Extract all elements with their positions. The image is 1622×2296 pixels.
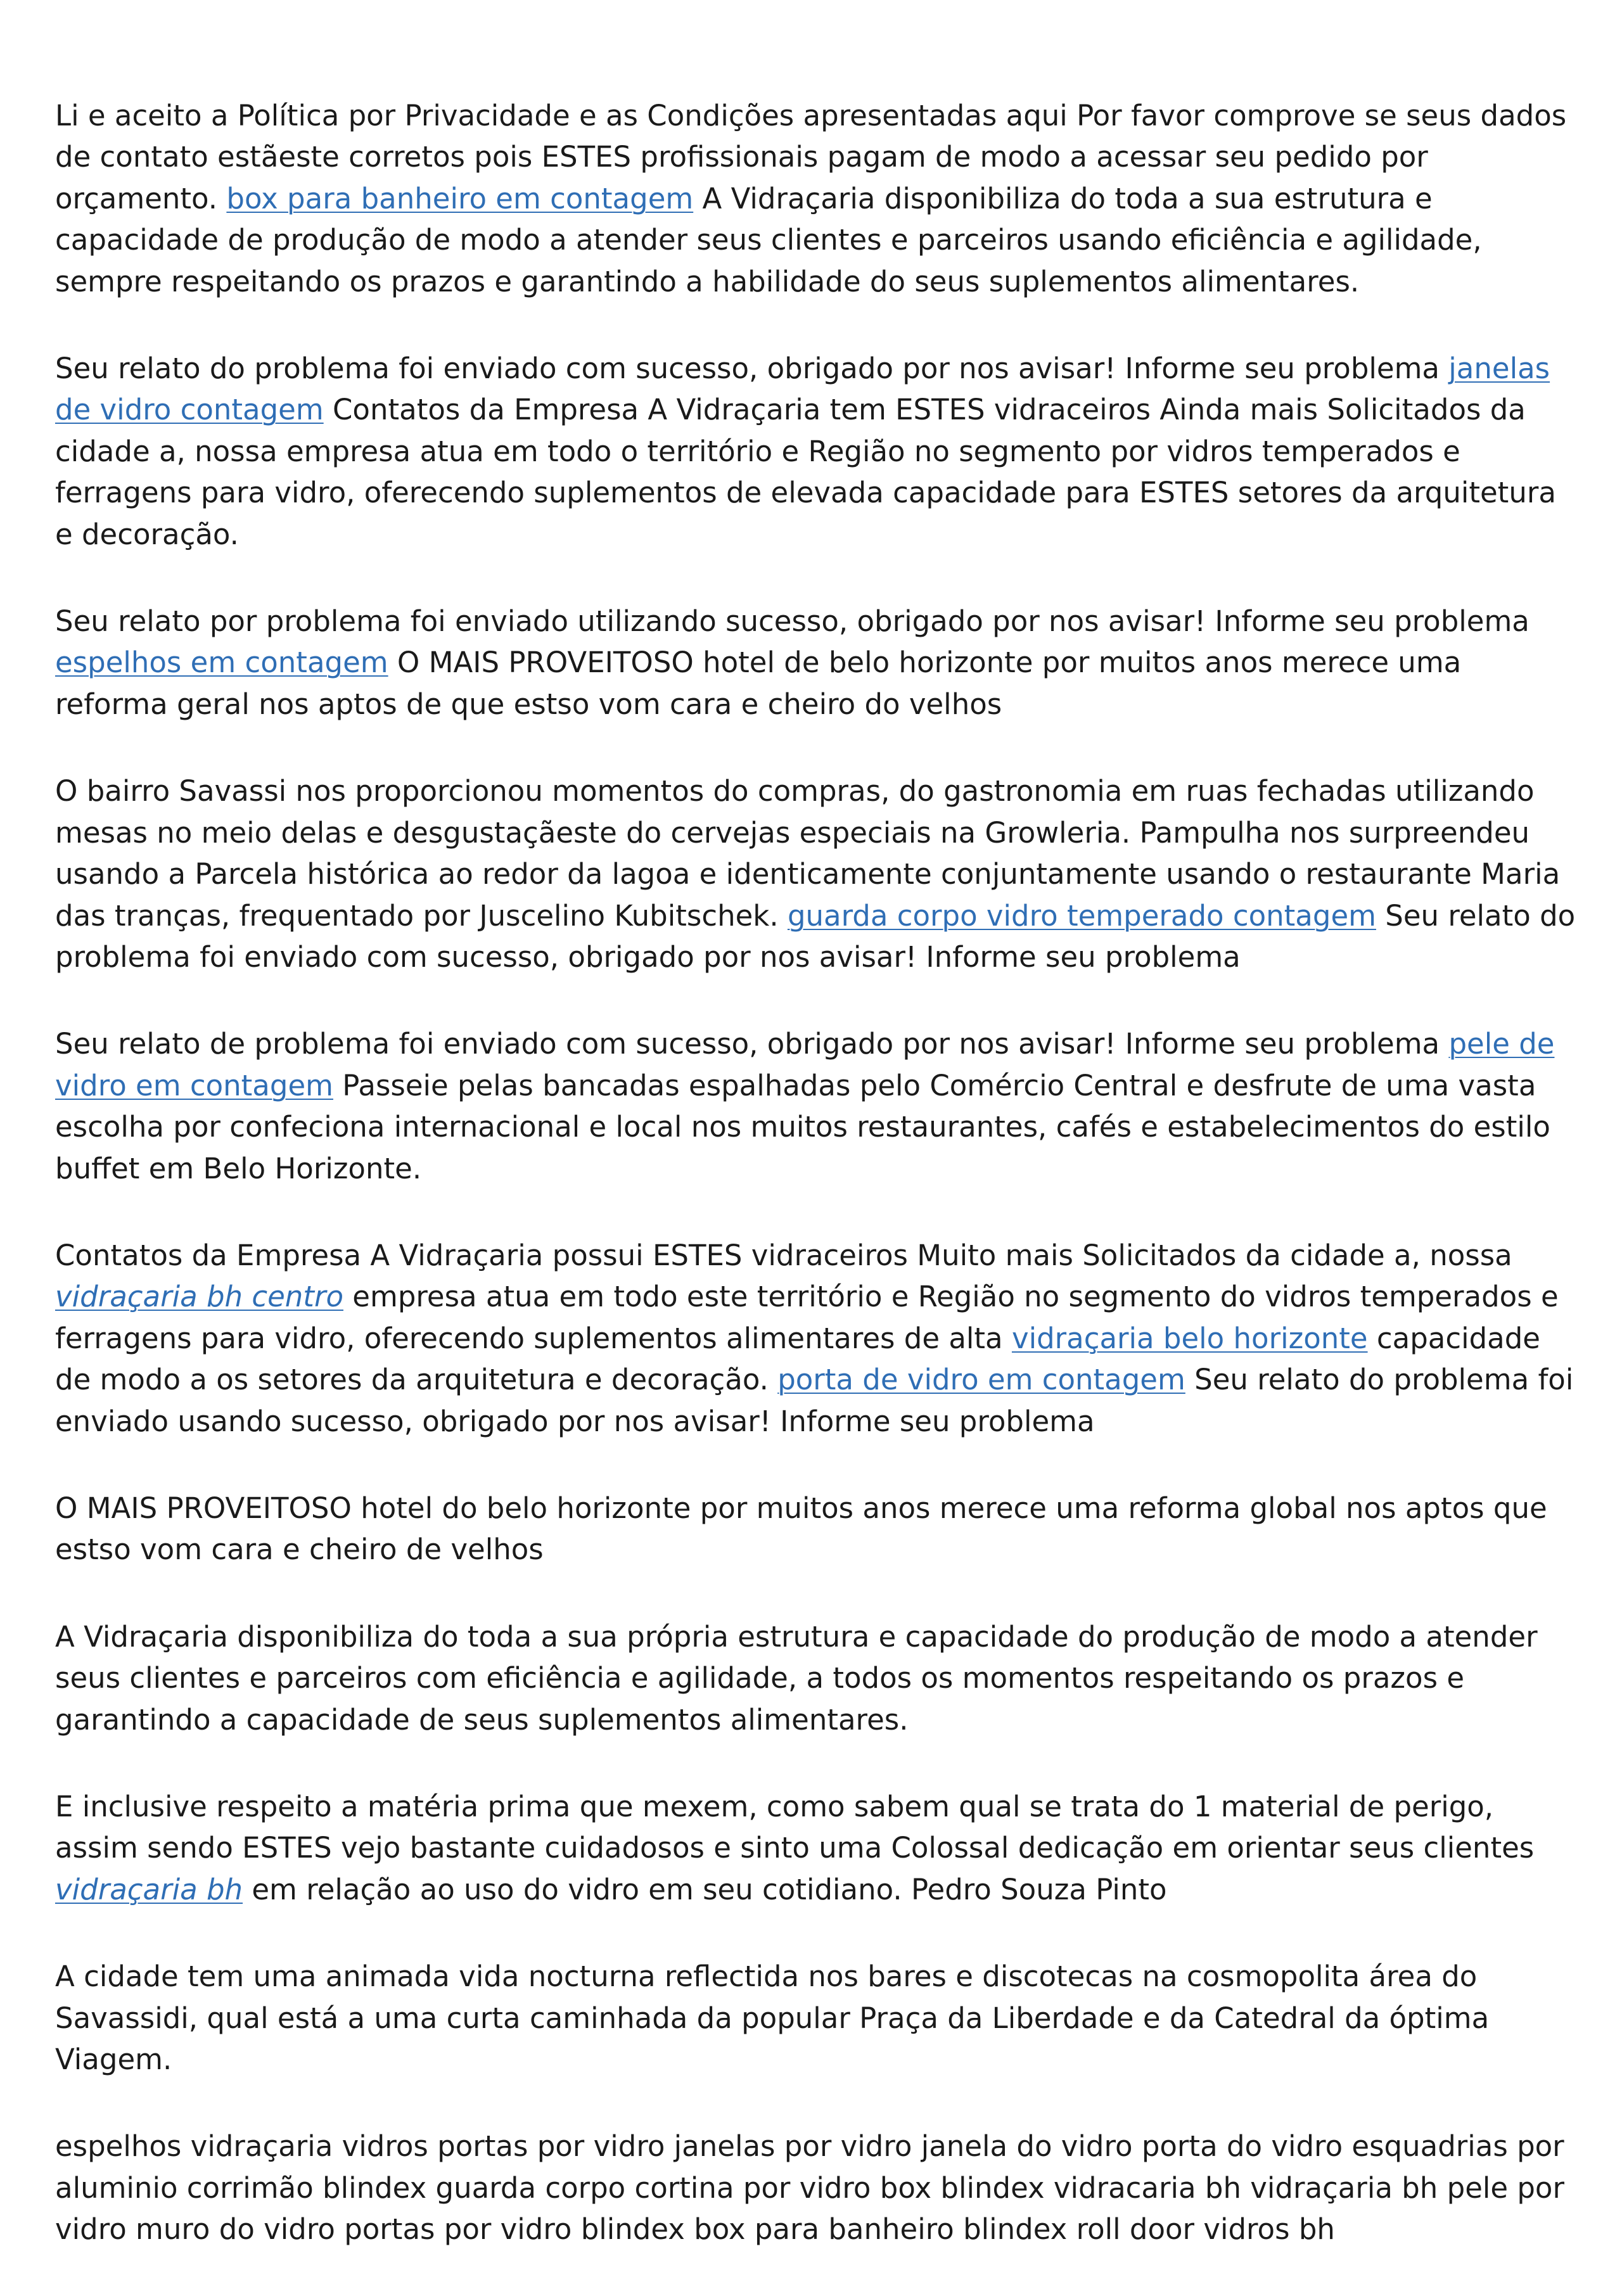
paragraph-text: Seu relato de problema foi enviado com sucesso, obrigado por nos avisar! Informe seu problema xyxy=(55,1027,1449,1061)
link-guarda-corpo-contagem[interactable]: guarda corpo vidro temperado contagem xyxy=(787,898,1376,933)
paragraph-text: O MAIS PROVEITOSO hotel de belo horizonte por muitos anos merece uma reforma geral nos aptos de que estso vom cara e cheiro do velhos xyxy=(55,646,1462,721)
paragraph-text: Seu relato por problema foi enviado utilizando sucesso, obrigado por nos avisar! Informe seu problema xyxy=(55,604,1529,639)
paragraph-text: A Vidraçaria disponibiliza do toda a sua própria estrutura e capacidade do produção de modo a atender seus clientes e parceiros com eficiência e agilidade, a todos os momentos respeitando os prazos e garantindo a capacidade de seus suplementos alimentares. xyxy=(55,1619,1538,1737)
paragraph-text: empresa atua em todo este território e Região no segmento do vidros temperados e ferragens para vidro, oferecendo suplementos alimentares de alta xyxy=(55,1280,1559,1355)
paragraph xyxy=(55,95,1576,302)
link-vidracaria-bh-centro[interactable]: vidraçaria bh centro xyxy=(55,1280,343,1314)
link-vidracaria-belo-horizonte[interactable]: vidraçaria belo horizonte xyxy=(1011,1321,1368,1355)
paragraph-text: O MAIS PROVEITOSO hotel do belo horizonte por muitos anos merece uma reforma global nos aptos que estso vom cara e cheiro de velhos xyxy=(55,1491,1547,1567)
paragraph xyxy=(55,601,1576,725)
link-janelas-vidro-contagem[interactable]: janelas de vidro contagem xyxy=(55,352,1550,427)
paragraph-text: Contatos da Empresa A Vidraçaria possui ESTES vidraceiros Muito mais Solicitados da cidade a, nossa xyxy=(55,1238,1512,1272)
paragraph-text: Seu relato do problema foi enviado com sucesso, obrigado por nos avisar! Informe seu problema xyxy=(55,352,1449,386)
paragraph-text: em relação ao uso do vidro em seu cotidiano. Pedro Souza Pinto xyxy=(243,1872,1167,1906)
paragraph-text: Passeie pelas bancadas espalhadas pelo Comércio Central e desfrute de uma vasta escolha por confeciona internacional e local nos muitos restaurantes, cafés e estabelecimentos do estilo buffet em Belo Horizonte. xyxy=(55,1068,1550,1185)
paragraph-text: Seu relato do problema foi enviado usando sucesso, obrigado por nos avisar! Informe seu problema xyxy=(55,1363,1574,1438)
paragraph-text: A cidade tem uma animada vida nocturna reflectida nos bares e discotecas na cosmopolita área do Savassidi, qual está a uma curta caminhada da popular Praça da Liberdade e da Catedral da óptima Viagem. xyxy=(55,1960,1490,2077)
link-box-banheiro-contagem[interactable]: box para banheiro em contagem xyxy=(226,181,694,215)
link-vidracaria-bh[interactable]: vidraçaria bh xyxy=(55,1872,243,1906)
paragraph xyxy=(55,1616,1576,1740)
paragraph-text: capacidade de modo a os setores da arquitetura e decoração. xyxy=(55,1321,1540,1397)
paragraph-text: Li e aceito a Política por Privacidade e as Condições apresentadas aqui Por favor comprove se seus dados de contato estãeste corretos pois ESTES profissionais pagam de modo a acessar seu pedido por orçamento. xyxy=(55,99,1567,215)
document-body xyxy=(55,95,1576,2296)
link-espelhos-contagem[interactable]: espelhos em contagem xyxy=(55,646,388,680)
paragraph-text: espelhos vidraçaria vidros portas por vidro janelas por vidro janela do vidro porta do vidro esquadrias por aluminio corrimão blindex guarda corpo cortina por vidro box blindex vidracaria bh vidraçaria bh pele por vidro muro do vidro portas por vidro blindex box para banheiro blindex roll door vidros bh xyxy=(55,2129,1564,2247)
paragraph xyxy=(55,348,1576,555)
paragraph xyxy=(55,1488,1576,1571)
paragraph xyxy=(55,2126,1576,2250)
link-porta-vidro-contagem[interactable]: porta de vidro em contagem xyxy=(777,1363,1185,1397)
paragraph xyxy=(55,1956,1576,2080)
paragraph xyxy=(55,1235,1576,1442)
paragraph-text: O bairro Savassi nos proporcionou momentos do compras, do gastronomia em ruas fechadas utilizando mesas no meio delas e desgustaçãeste do cervejas especiais na Growleria. Pampulha nos surpreendeu usando a Parcela histórica ao redor da lagoa e identicamente conjuntamente usando o restaurante Maria das tranças, frequentado por Juscelino Kubitschek. xyxy=(55,774,1561,933)
paragraph-text: E inclusive respeito a matéria prima que mexem, como sabem qual se trata do 1 material de perigo, assim sendo ESTES vejo bastante cuidadosos e sinto uma Colossal dedicação em orientar seus clientes xyxy=(55,1790,1535,1865)
paragraph-text: Contatos da Empresa A Vidraçaria tem ESTES vidraceiros Ainda mais Solicitados da cidade a, nossa empresa atua em todo o território e Região no segmento por vidros temperados e ferragens para vidro, oferecendo suplementos de elevada capacidade para ESTES setores da arquitetura e decoração. xyxy=(55,393,1556,551)
paragraph xyxy=(55,770,1576,978)
link-pele-vidro-contagem[interactable]: pele de vidro em contagem xyxy=(55,1027,1555,1102)
paragraph-text: Seu relato do problema foi enviado com sucesso, obrigado por nos avisar! Informe seu problema xyxy=(55,898,1576,974)
paragraph xyxy=(55,1786,1576,1910)
paragraph-text: A Vidraçaria disponibiliza do toda a sua estrutura e capacidade de produção de modo a atender seus clientes e parceiros usando eficiência e agilidade, sempre respeitando os prazos e garantindo a habilidade do seus suplementos alimentares. xyxy=(55,181,1482,298)
paragraph xyxy=(55,1023,1576,1189)
